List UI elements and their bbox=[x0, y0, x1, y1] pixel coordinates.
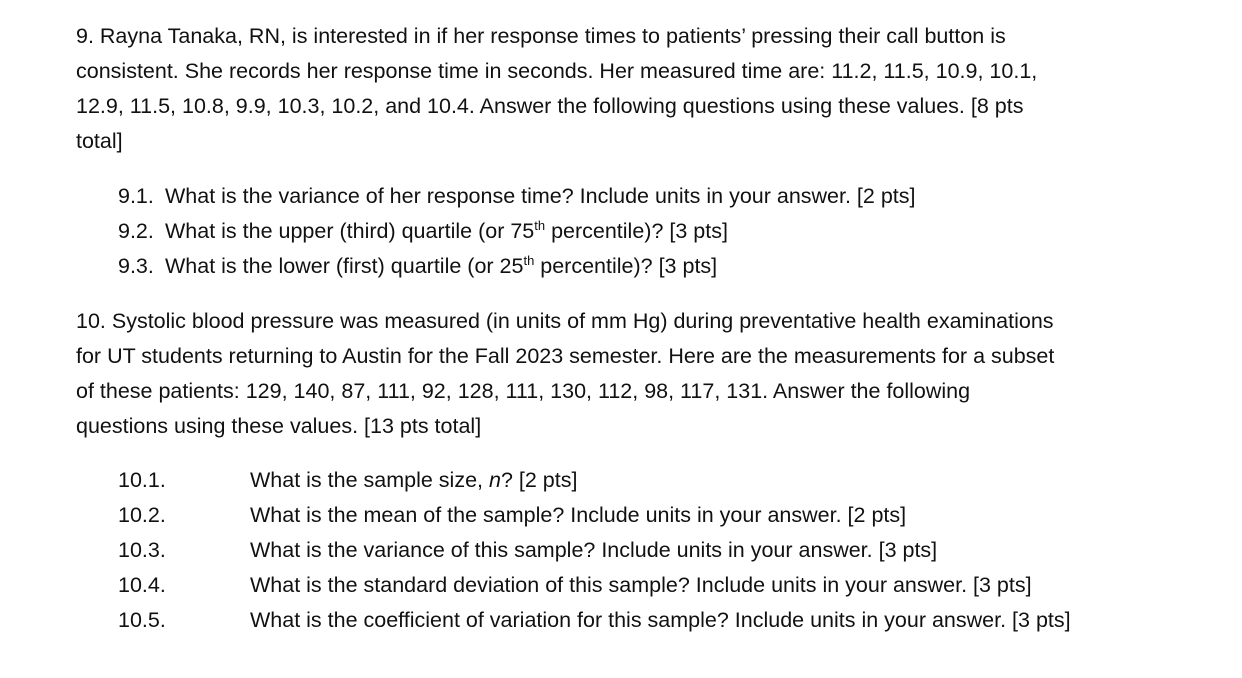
subquestion-9-1 bbox=[118, 179, 1118, 214]
subquestion-text: What is the coefficient of variation for this sample? Include units in your answer. [3 pts] bbox=[250, 608, 1071, 632]
subquestion-10-3 bbox=[118, 533, 1218, 568]
subquestion-text-start: What is the lower (first) quartile (or 25 bbox=[165, 254, 524, 278]
subquestion-number: 10.2. bbox=[118, 503, 166, 527]
question-10-prompt bbox=[76, 304, 1206, 444]
subquestion-9-2 bbox=[118, 214, 1118, 249]
ordinal-superscript: th bbox=[534, 218, 546, 233]
question-9-line-2: consistent. She records her response time in seconds. Her measured time are: 11.2, 11.5, 10.9, 10.1, bbox=[76, 59, 1038, 83]
question-9-line-4: total] bbox=[76, 129, 123, 153]
subquestion-text-start: What is the sample size, bbox=[250, 468, 489, 492]
sample-size-symbol: n bbox=[488, 468, 501, 492]
subquestion-text bbox=[250, 463, 577, 498]
question-10-line-1: 10. Systolic blood pressure was measured (in units of mm Hg) during preventative health examinations bbox=[76, 309, 1054, 333]
question-9-prompt bbox=[76, 19, 1206, 159]
subquestion-number: 10.3. bbox=[118, 538, 166, 562]
ordinal-superscript: th bbox=[523, 253, 535, 268]
subquestion-number: 9.3. bbox=[118, 254, 154, 278]
question-9-line-3: 12.9, 11.5, 10.8, 9.9, 10.3, 10.2, and 10.4. Answer the following questions using these values. [8 pts bbox=[76, 94, 1024, 118]
subquestion-number: 10.5. bbox=[118, 608, 166, 632]
subquestion-text: What is the variance of her response time? Include units in your answer. [2 pts] bbox=[165, 184, 916, 208]
subquestion-text-start: What is the upper (third) quartile (or 75 bbox=[165, 219, 535, 243]
question-10-line-2: for UT students returning to Austin for the Fall 2023 semester. Here are the measurements for a subset bbox=[76, 344, 1055, 368]
question-10-line-4: questions using these values. [13 pts total] bbox=[76, 414, 482, 438]
subquestion-10-2 bbox=[118, 498, 1218, 533]
question-9-line-1: 9. Rayna Tanaka, RN, is interested in if her response times to patients’ pressing their call button is bbox=[76, 24, 1006, 48]
subquestion-number: 9.1. bbox=[118, 184, 154, 208]
subquestion-text: What is the standard deviation of this sample? Include units in your answer. [3 pts] bbox=[250, 573, 1032, 597]
subquestion-10-5 bbox=[118, 603, 1218, 638]
subquestion-10-1 bbox=[118, 463, 1218, 498]
subquestion-text bbox=[165, 249, 717, 284]
subquestion-number: 10.1. bbox=[118, 468, 166, 492]
subquestion-text-end: percentile)? [3 pts] bbox=[534, 254, 718, 278]
subquestion-text bbox=[165, 214, 728, 249]
question-10-line-3: of these patients: 129, 140, 87, 111, 92, 128, 111, 130, 112, 98, 117, 131. Answer the following bbox=[76, 379, 971, 403]
subquestion-text-end: percentile)? [3 pts] bbox=[545, 219, 728, 243]
subquestion-number: 9.2. bbox=[118, 219, 154, 243]
subquestion-text: What is the mean of the sample? Include units in your answer. [2 pts] bbox=[250, 503, 907, 527]
question-9-subquestions bbox=[118, 179, 1118, 284]
subquestion-text-end: ? [2 pts] bbox=[500, 468, 578, 492]
question-10-subquestions bbox=[118, 463, 1218, 638]
subquestion-9-3 bbox=[118, 249, 1118, 284]
subquestion-text: What is the variance of this sample? Include units in your answer. [3 pts] bbox=[250, 538, 938, 562]
subquestion-number: 10.4. bbox=[118, 573, 166, 597]
subquestion-10-4 bbox=[118, 568, 1218, 603]
